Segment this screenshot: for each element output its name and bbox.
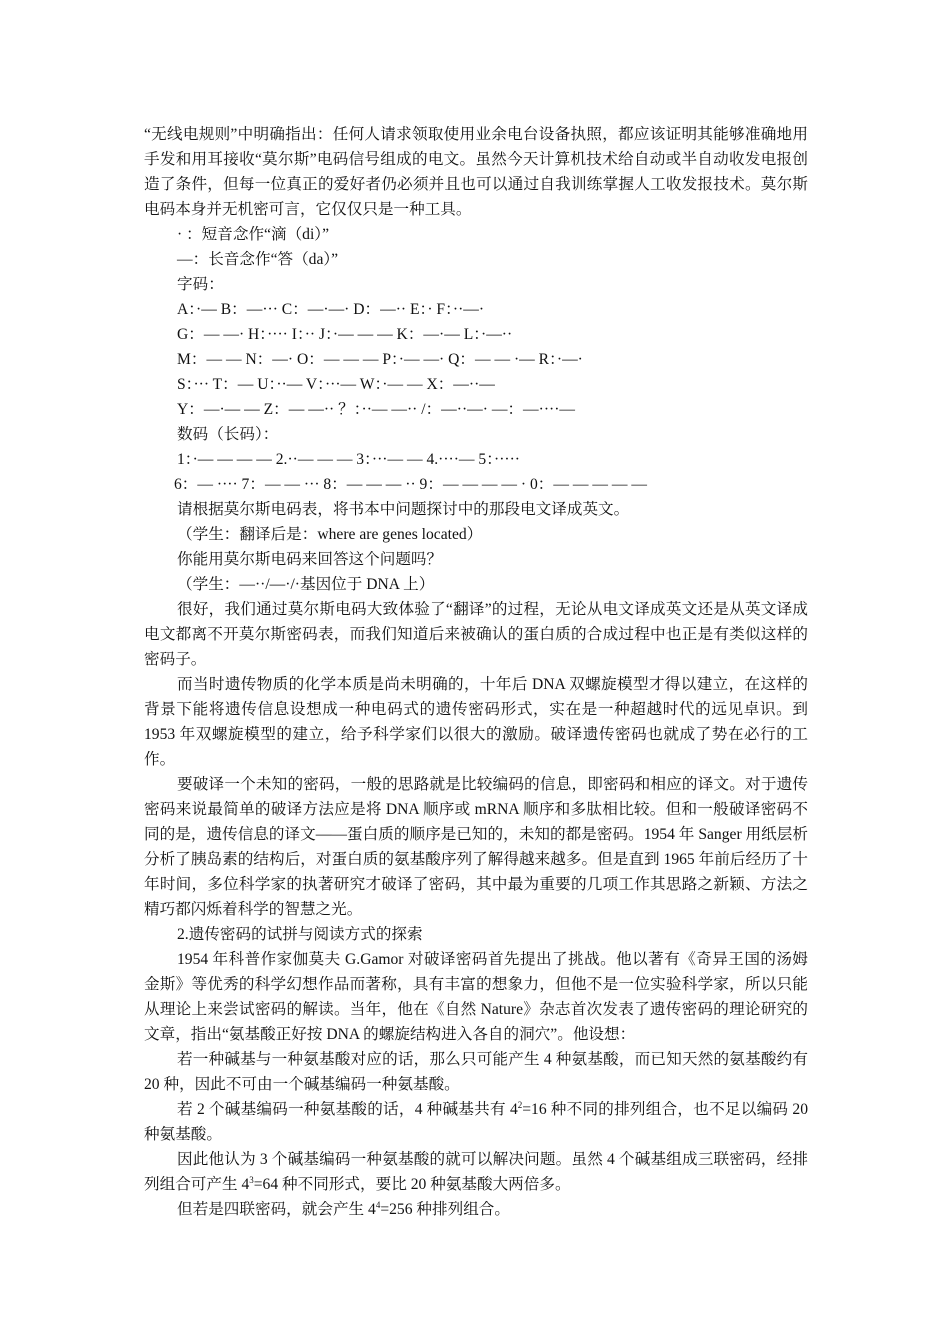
student-answer-1: （学生：翻译后是：where are genes located）	[177, 526, 483, 543]
code-line-y-symbols: Y：—·— — Z：— —·· ？：··— —·· /：—··—· —：—····—	[177, 401, 575, 418]
task-prompt: 请根据莫尔斯电码表，将书本中问题探讨中的那段电文译成英文。	[177, 501, 630, 518]
code-line-letters-label: 字码：	[177, 276, 224, 293]
code-line-g-l: G：— —· H：···· I：·· J：·— — — K：—·— L：·—··	[177, 326, 513, 343]
paragraph-gamow: 1954 年科普作家伽莫夫 G.Gamor 对破译密码首先提出了挑战。他以著有《奇异王国的汤姆金斯》等优秀的科学幻想作品而著称，具有丰富的想象力，但他不是一位实验科学家，所以只能从理论上来尝试密码的解读。当年，他在《自然 Nature》杂志首次发表了遗传密码的理论研究的文章，指出“氨基酸正好按 DNA 的螺旋结构进入各自的洞穴”。他设想：	[144, 951, 808, 1043]
paragraph-translation: 很好，我们通过莫尔斯电码大致体验了“翻译”的过程，无论从电文译成英文还是从英文译成电文都离不开莫尔斯密码表，而我们知道后来被确认的蛋白质的合成过程中也正是有类似这样的密码子。	[144, 601, 808, 668]
code-line-digits-label: 数码（长码）：	[177, 426, 279, 443]
code-line-short-tone: · ：短音念作“滴（di）”	[177, 226, 330, 243]
student-answer-2: （学生：—··/—·/·基因位于 DNA 上）	[177, 576, 435, 593]
four-bases-text-b: =256 种排列组合。	[380, 1201, 510, 1218]
code-line-m-r: M：— — N：—· O：— — — P：·— —· Q：— — ·— R：·—·	[177, 351, 583, 368]
code-line-digits-1-5: 1：·— — — — 2.··— — — 3：···— — 4.····— 5：·····	[177, 451, 520, 468]
paragraph-decoding-method: 要破译一个未知的密码，一般的思路就是比较编码的信息，即密码和相应的译文。对于遗传密码来说最简单的破译方法应是将 DNA 顺序或 mRNA 顺序和多肽相比较。但和一般破译密码不同的是，遗传信息的译文——蛋白质的顺序是已知的，未知的都是密码。1954 年 Sanger 用纸层析分析了胰岛素的结构后，对蛋白质的氨基酸序列了解得越来越多。但是直到 1965 年前后经历了十年时间，多位科学家的执著研究才破译了密码，其中最为重要的几项工作其思路之新颖、方法之精巧都闪烁着科学的智慧之光。	[144, 776, 808, 918]
code-line-long-tone: —：长音念作“答（da）”	[177, 251, 339, 268]
paragraph-four-bases	[144, 1197, 808, 1222]
two-bases-exponent: 2	[517, 1099, 523, 1110]
intro-paragraph: “无线电规则”中明确指出：任何人请求领取使用业余电台设备执照，都应该证明其能够准确地用手发和用耳接收“莫尔斯”电码信号组成的电文。虽然今天计算机技术给自动或半自动收发电报创造了条件，但每一位真正的爱好者仍必须并且也可以通过自我训练掌握人工收发报技术。莫尔斯电码本身并无机密可言，它仅仅只是一种工具。	[144, 126, 808, 218]
paragraph-two-bases	[144, 1097, 808, 1147]
code-line-s-x: S：··· T：— U：··— V：···— W：·— — X：—··—	[177, 376, 495, 393]
follow-up-question: 你能用莫尔斯电码来回答这个问题吗？	[177, 551, 443, 568]
paragraph-three-bases	[144, 1147, 808, 1197]
four-bases-text-a: 但若是四联密码，就会产生 4	[177, 1201, 376, 1218]
three-bases-exponent: 3	[249, 1174, 254, 1185]
four-bases-exponent: 4	[375, 1199, 381, 1210]
document-body	[144, 122, 808, 1222]
section-heading: 2.遗传密码的试拼与阅读方式的探索	[177, 926, 423, 943]
two-bases-text-a: 若 2 个碱基编码一种氨基酸的话，4 种碱基共有 4	[177, 1101, 518, 1118]
code-line-a-f: A：·— B：—··· C：—·—· D：—·· E：· F：··—·	[177, 301, 485, 318]
three-bases-text-b: =64 种不同形式，要比 20 种氨基酸大两倍多。	[253, 1176, 571, 1193]
three-bases-text-a: 因此他认为 3 个碱基编码一种氨基酸的就可以解决问题。虽然 4 个碱基组成三联密码，经排列组合可产生 4	[144, 1151, 808, 1193]
code-line-digits-6-0: 6：— ···· 7：— — ··· 8：— — — ·· 9：— — — — · 0：— — — — —	[174, 476, 647, 493]
paragraph-background: 而当时遗传物质的化学本质是尚未明确的，十年后 DNA 双螺旋模型才得以建立，在这样的背景下能将遗传信息设想成一种电码式的遗传密码形式，实在是一种超越时代的远见卓识。到 1953 年双螺旋模型的建立，给予科学家们以很大的激励。破译遗传密码也就成了势在必行的工作。	[144, 676, 808, 768]
two-bases-text-b: =16 种不同的排列组合，也不足以编码 20 种氨基酸。	[144, 1101, 808, 1143]
paragraph-one-base: 若一种碱基与一种氨基酸对应的话，那么只可能产生 4 种氨基酸，而已知天然的氨基酸约有 20 种，因此不可由一个碱基编码一种氨基酸。	[144, 1051, 808, 1093]
